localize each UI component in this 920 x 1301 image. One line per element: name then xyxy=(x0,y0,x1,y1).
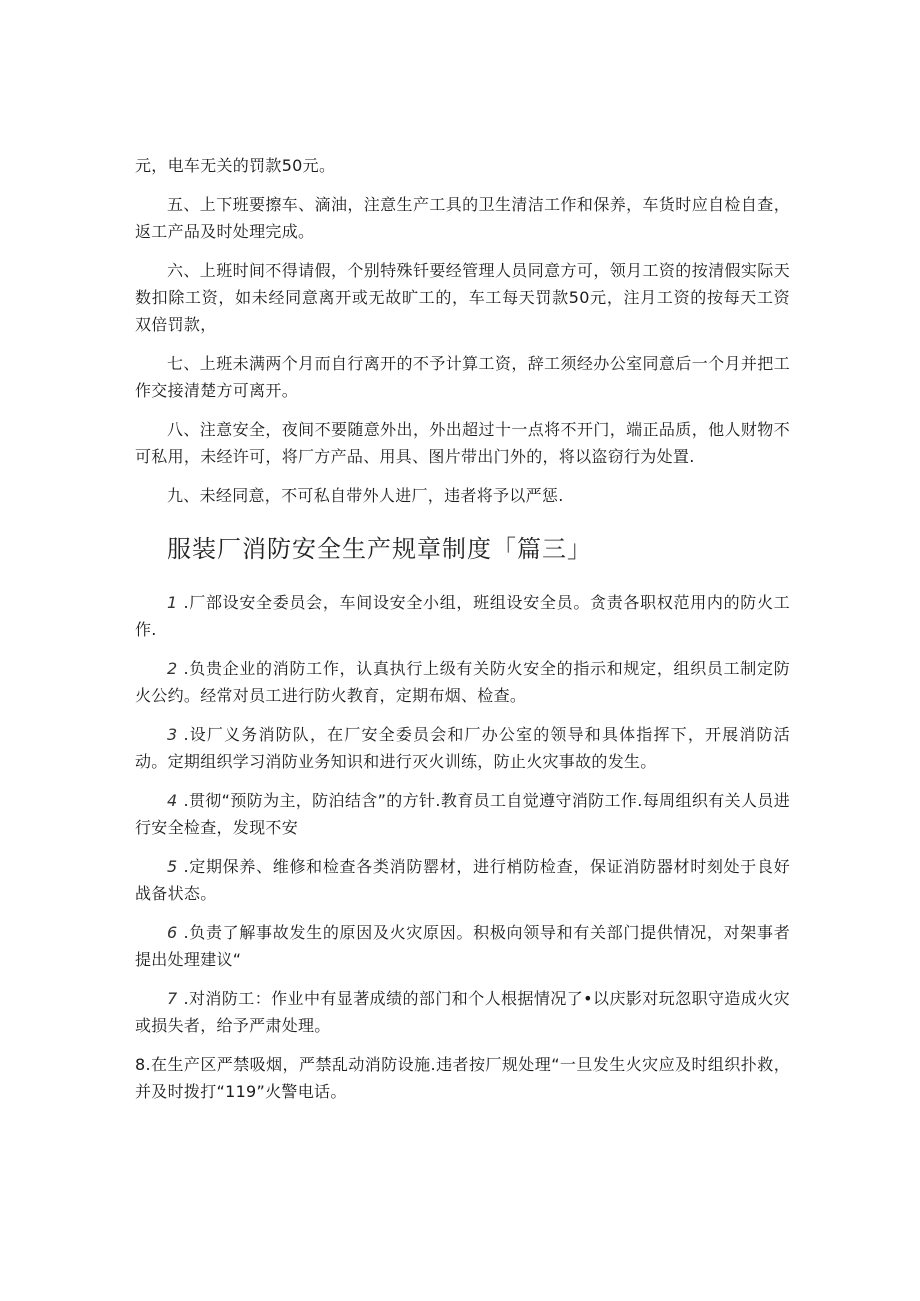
fire-item-6 xyxy=(135,919,790,973)
fire-item-7 xyxy=(135,985,790,1039)
rule-5: 五、上下班要擦车、滴油，注意生产工具的卫生清洁工作和保养，车货时应自检自查，返工产品及时处理完成。 xyxy=(135,195,790,241)
item-number: 6 xyxy=(167,923,178,942)
item-text: .对消防工：作业中有显著成绩的部门和个人根据情况了•以庆影对玩忽职守造成火灾或损失者，给予严肃处理。 xyxy=(135,989,790,1035)
rule-7: 七、上班未满两个月而自行离开的不予计算工资，辞工须经办公室同意后一个月并把工作交接清楚方可离开。 xyxy=(135,354,790,400)
section-heading: 服装厂消防安全生产规章制度「篇三」 xyxy=(167,535,592,563)
fire-item-8: 8.在生产区严禁吸烟，严禁乱动消防设施.违者按厂规处理“一旦发生火灾应及时组织扑救，并及时拨打“119”火警电话。 xyxy=(135,1055,790,1101)
rule-6: 六、上班时间不得请假，个别特殊钎要经管理人员同意方可，领月工资的按清假实际天数扣除工资，如未经同意离开或无故旷工的，车工每天罚款50元，注月工资的按每天工资双倍罚款， xyxy=(135,261,790,334)
item-number: 7 xyxy=(167,989,178,1008)
item-text: .定期保养、维修和检查各类消防罂材，进行梢防检查，保证消防器材时刻处于良好战备状态。 xyxy=(135,857,790,903)
item-number: 1 xyxy=(167,593,178,612)
rule-9: 九、未经同意，不可私自带外人进厂，违者将予以严惩. xyxy=(167,486,564,505)
document-page xyxy=(135,152,790,1117)
fire-item-2 xyxy=(135,655,790,709)
fire-item-4 xyxy=(135,787,790,841)
item-text: .厂部设安全委员会，车间设安全小组，班组设安全员。贪责各职权范用内的防火工作. xyxy=(135,593,790,639)
item-number: 3 xyxy=(167,725,178,744)
fire-item-3 xyxy=(135,721,790,775)
fire-item-1 xyxy=(135,589,790,643)
item-text: .设厂义务消防队，在厂安全委员会和厂办公室的领导和具体指挥下，开展消防活动。定期组织学习消防业务知识和进行灭火训练，防止火灾事故的发生。 xyxy=(135,725,790,771)
item-number: 4 xyxy=(167,791,178,810)
item-number: 2 xyxy=(167,659,178,678)
fire-item-5 xyxy=(135,853,790,907)
rule-8: 八、注意安全，夜间不要随意外出，外出超过十一点将不开门，端正品质，他人财物不可私用，未经许可，将厂方产品、用具、图片带出门外的，将以盗窃行为处置. xyxy=(135,420,790,466)
item-number: 5 xyxy=(167,857,178,876)
item-text: .贯彻“预防为主，防泊结含”的方针.教育员工自觉遵守消防工作.每周组织有关人员进行安全检查，发现不安 xyxy=(135,791,790,837)
item-text: .负责了解事故发生的原因及火灾原因。积极向领导和有关部门提供情况，对架事者提出处理建议“ xyxy=(135,923,790,969)
intro-fragment: 元，电车无关的罚款50元。 xyxy=(135,156,336,175)
item-text: .负贵企业的消防工作，认真执行上级有关防火安全的指示和规定，组织员工制定防火公约。经常对员工进行防火教育，定期布烟、检查。 xyxy=(135,659,790,705)
